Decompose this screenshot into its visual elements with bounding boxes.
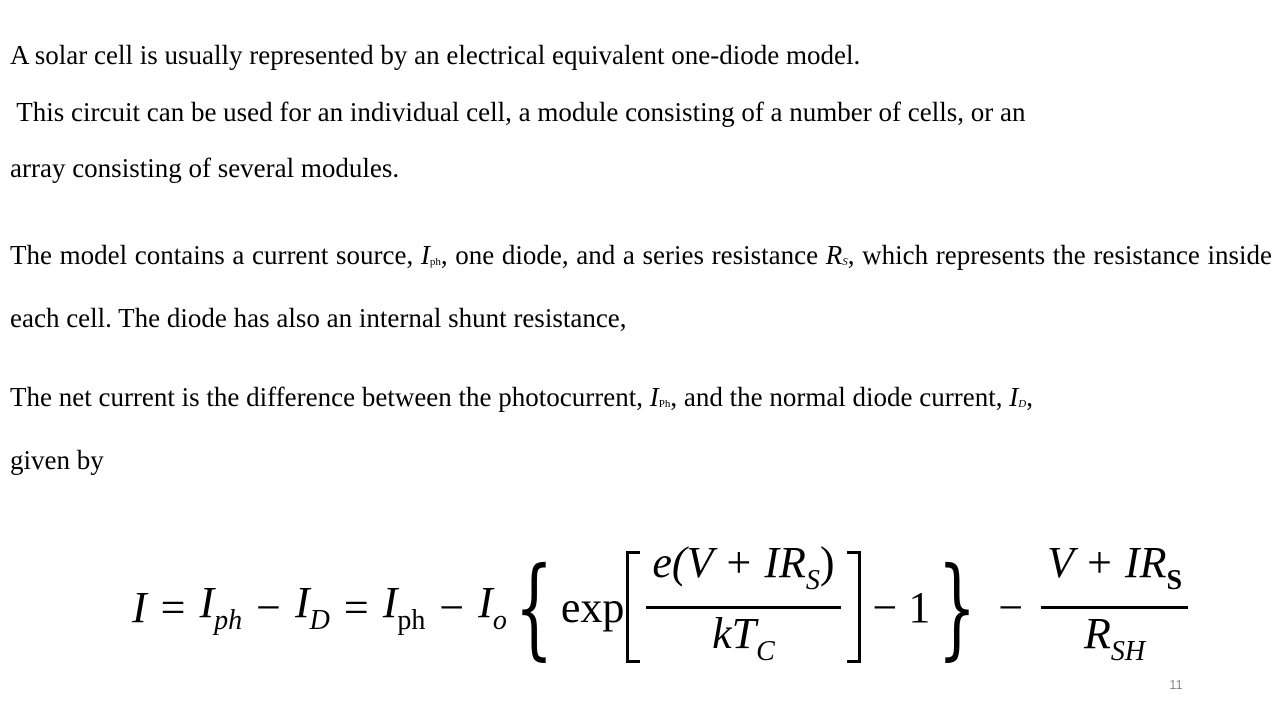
eq-subscript: o [492,605,507,636]
paragraph-line: This circuit can be used for an individual cell, a module consisting of a number of cells, or an [10,97,1026,127]
symbol-letter: R [825,240,843,270]
symbol-letter: I [649,382,659,412]
eq-I-o [478,577,507,637]
text-run: , [1026,382,1033,412]
eq-fraction-shunt [1041,538,1188,677]
paragraph-line: A solar cell is usually represented by an electrical equivalent one-diode model. [10,40,861,70]
eq-minus: − [998,582,1024,632]
symbol-I-ph [650,382,671,412]
eq-subscript: D [309,605,330,636]
eq-subscript: ph [397,605,426,636]
text-run: The model contains a current source, [10,240,421,270]
text-run: , one diode, and a series resistance [440,240,826,270]
eq-minus: − [439,582,465,632]
eq-fraction-exponent [646,538,840,677]
symbol-letter: I [420,240,430,270]
paragraph-line: array consisting of several modules. [10,153,400,183]
eq-text: V + IR [1047,537,1167,587]
eq-text: kT [712,608,757,658]
eq-minus-one: − 1 [872,582,931,632]
eq-subscript: S [805,564,820,596]
symbol-subscript: D [1018,398,1027,410]
text-run: , and the normal diode current, [670,382,1010,412]
paragraph-line [10,369,1272,432]
symbol-I-ph [421,240,441,270]
eq-minus: − [256,582,281,632]
symbol-R-s [826,240,848,270]
eq-denominator [1078,609,1151,677]
eq-I: I [132,582,147,632]
eq-subscript: SH [1110,635,1146,667]
symbol-letter: I [1009,382,1019,412]
paragraph-model [10,227,1272,346]
eq-left-bracket [626,551,640,663]
eq-text: ) [819,537,835,587]
page-number: 11 [1169,677,1183,692]
symbol-I-d [1009,382,1026,412]
diode-current-equation [132,537,1183,671]
eq-exp: exp [560,582,625,632]
paragraph-intro [10,27,1272,83]
eq-text: R [1084,608,1111,658]
eq-denominator [706,609,781,677]
eq-subscript: C [756,635,775,667]
eq-left-brace: { [514,543,554,671]
text-run: The net current is the difference between the photocurrent, [10,382,650,412]
paragraph-net-current [10,369,1272,488]
symbol-subscript: ph [429,256,441,268]
paragraph-circuit-use [10,84,1272,196]
eq-right-brace: } [938,543,977,671]
eq-numerator [646,538,840,606]
eq-letter: I [382,578,398,627]
eq-I-D [295,577,330,637]
eq-letter: I [478,578,493,627]
eq-right-bracket [847,551,861,663]
eq-letter: I [199,578,215,627]
equation-row [132,537,1192,671]
eq-equals: = [343,582,369,632]
eq-subscript: S [1166,564,1183,596]
eq-equals: = [160,582,186,632]
eq-numerator [1041,538,1188,606]
eq-text: e(V + IR [652,537,806,587]
symbol-subscript: Ph [658,398,671,410]
eq-letter: I [294,578,310,627]
paragraph-line: given by [10,445,104,475]
text-run: , which represents the resistance inside each cell. The diode has also an internal shunt resistance, [10,240,1273,333]
eq-I-ph-upright [383,577,426,637]
eq-I-ph [199,577,242,637]
eq-subscript: ph [214,605,243,636]
symbol-subscript: S [842,256,848,268]
